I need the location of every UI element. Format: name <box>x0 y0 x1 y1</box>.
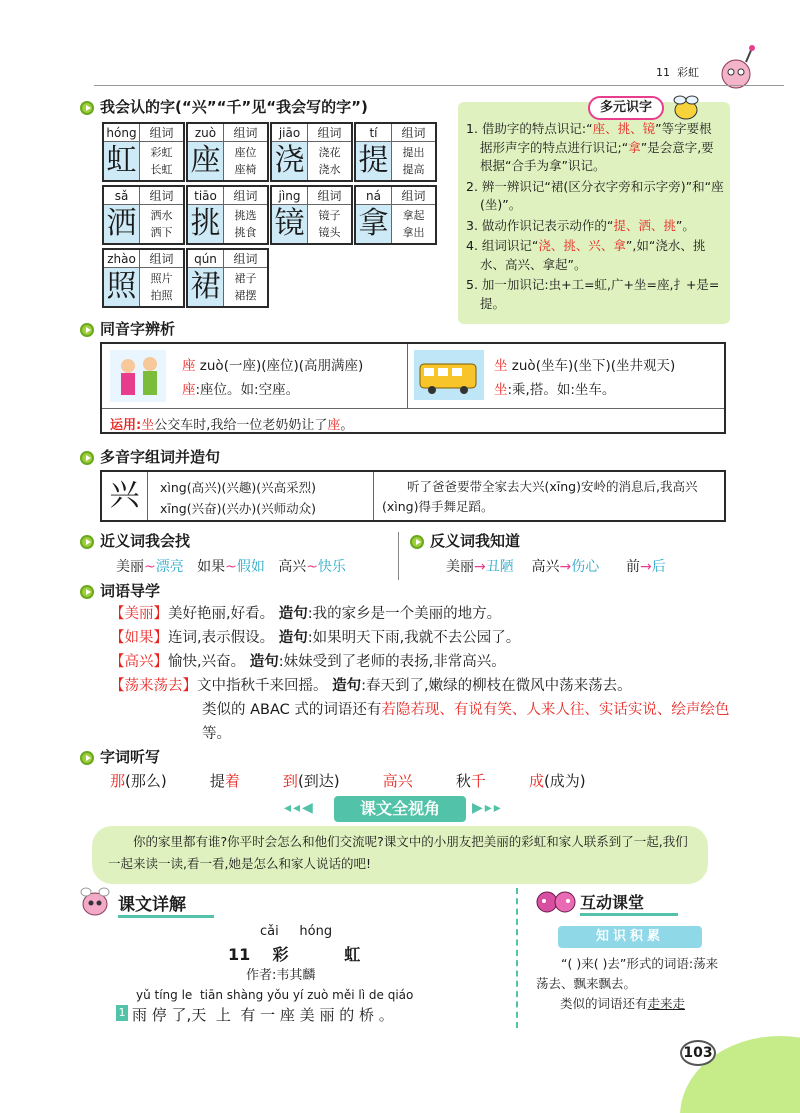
char-card <box>186 185 269 245</box>
polyphone-reading-1: xìng(高兴)(兴趣)(兴高采烈) <box>160 480 316 495</box>
card-pinyin: ná <box>356 187 392 205</box>
section-title-homophone: 同音字辨析 <box>80 318 175 339</box>
card-character: 拿 <box>356 205 392 243</box>
interactive-title: 互动课堂 <box>580 890 678 916</box>
card-words: 裙子 裙摆 <box>234 272 257 302</box>
paragraph-number: 1 <box>116 1005 128 1021</box>
card-character: 镜 <box>272 205 308 243</box>
banner-left-arrows-icon: ◂◂◀ <box>284 800 315 816</box>
homophone-left-line1: 座 zuò(一座)(座位)(高朋满座) <box>182 358 364 374</box>
card-pinyin: sǎ <box>104 187 140 205</box>
vocab-guide-entries <box>110 602 740 746</box>
card-words: 座位 座椅 <box>234 146 257 176</box>
tips-item: 5. 加一加识记:虫+工=虹,广+坐=座,扌+是=提。 <box>466 277 720 311</box>
bee-icon <box>76 884 114 918</box>
play-bullet-icon <box>80 585 94 599</box>
mascot-icon <box>716 44 756 90</box>
bee-icon <box>668 92 704 122</box>
card-pinyin: jìng <box>272 187 308 205</box>
card-pinyin: tí <box>356 124 392 142</box>
vocab-entry: 【如果】连词,表示假设。 造句:如果明天下雨,我就不去公园了。 <box>110 630 521 646</box>
polyphone-char: 兴 <box>102 472 148 520</box>
header-lesson: 11 彩虹 <box>656 66 699 79</box>
char-card <box>270 185 353 245</box>
play-bullet-icon <box>80 323 94 337</box>
card-character: 座 <box>188 142 224 180</box>
card-words: 浇花 浇水 <box>318 146 341 176</box>
card-zuci-label: 组词 <box>308 124 351 142</box>
vocab-abac-note: 类似的 ABAC 式的词语还有若隐若现、有说有笑、人来人往、实话实说、绘声绘色等。 <box>202 702 730 742</box>
vocab-entry: 【荡来荡去】文中指秋千来回摇。 造句:春天到了,嫩绿的柳枝在微风中荡来荡去。 <box>110 678 632 694</box>
banner-right-arrows-icon: ▶▸▸ <box>472 800 503 816</box>
card-character: 裙 <box>188 268 224 306</box>
vocab-entry: 【美丽】美好艳丽,好看。 造句:我的家乡是一个美丽的地方。 <box>110 606 502 622</box>
antonym-pairs: 美丽→丑陋 高兴→伤心 前→后 <box>446 559 666 575</box>
card-character: 洒 <box>104 205 140 243</box>
tips-panel <box>458 102 730 324</box>
synonym-pairs: 美丽~漂亮 如果~假如 高兴~快乐 <box>116 559 346 575</box>
vocab-entry: 【高兴】愉快,兴奋。 造句:妹妹受到了老师的表扬,非常高兴。 <box>110 654 506 670</box>
char-card <box>354 185 437 245</box>
homophone-right-line1: 坐 zuò(坐车)(坐下)(坐井观天) <box>494 358 676 374</box>
section-title-vocab-guide: 词语导学 <box>80 580 160 601</box>
card-words: 提出 提高 <box>402 146 425 176</box>
play-bullet-icon <box>80 101 94 115</box>
char-card <box>102 122 185 182</box>
column-divider <box>516 888 518 1028</box>
dictation-items: 那(那么) 提着 到(到达) 高兴 秋千 成(成为) <box>110 772 586 790</box>
card-words: 镜子 镜头 <box>318 209 341 239</box>
char-card <box>102 185 185 245</box>
card-pinyin: zhào <box>104 250 140 268</box>
card-zuci-label: 组词 <box>140 187 183 205</box>
card-character: 浇 <box>272 142 308 180</box>
card-zuci-label: 组词 <box>392 187 435 205</box>
homophone-usage: 运用:坐公交车时,我给一位老奶奶让了座。 <box>110 418 354 433</box>
lesson-title: 11 彩 虹 <box>228 945 361 964</box>
card-zuci-label: 组词 <box>224 187 267 205</box>
play-bullet-icon <box>80 451 94 465</box>
homophone-left-line2: 座:座位。如:空座。 <box>182 382 300 398</box>
play-bullet-icon <box>80 535 94 549</box>
char-card <box>186 248 269 308</box>
card-words: 挑选 挑食 <box>234 209 257 239</box>
bus-illustration-icon <box>414 350 484 400</box>
banner-full-view: 课文全视角 <box>334 796 466 822</box>
tips-item: 2. 辨一辨识记“裙(区分衣字旁和示字旁)”和“座(坐)”。 <box>466 178 724 212</box>
tips-item: 3. 做动作识记表示动作的“提、洒、挑”。 <box>466 217 695 233</box>
page-number: 103 <box>680 1040 716 1066</box>
card-zuci-label: 组词 <box>392 124 435 142</box>
card-zuci-label: 组词 <box>140 250 183 268</box>
tips-title: 多元识字 <box>588 96 664 120</box>
card-zuci-label: 组词 <box>224 250 267 268</box>
text-line: 雨 停 了,天 上 有 一 座 美 丽 的 桥 。 <box>132 1006 394 1024</box>
detail-title: 课文详解 <box>118 890 214 918</box>
card-words: 拿起 拿出 <box>402 209 425 239</box>
grandma-illustration-icon <box>108 348 168 404</box>
section-title-synonym: 近义词我会找 <box>80 530 190 551</box>
card-pinyin: jiāo <box>272 124 308 142</box>
header-rule <box>94 85 784 86</box>
tips-list <box>466 120 724 315</box>
card-pinyin: hóng <box>104 124 140 142</box>
card-pinyin: zuò <box>188 124 224 142</box>
author-line: 作者:韦其麟 <box>246 968 316 983</box>
card-words: 照片 拍照 <box>150 272 173 302</box>
section-title-recognize: 我会认的字(“兴”“千”见“我会写的字”) <box>80 96 368 117</box>
interactive-text-1: “( )来( )去”形式的词语:荡来荡去、飘来飘去。 <box>536 956 719 991</box>
text-pinyin-line: yǔ tíng le tiān shàng yǒu yí zuò měi lì de qiáo <box>136 988 414 1002</box>
intro-box: 你的家里都有谁?你平时会怎么和他们交流呢?课文中的小朋友把美丽的彩虹和家人联系到了一起,我们一起来读一读,看一看,她是怎么和家人说话的吧! <box>92 826 708 884</box>
homophone-right-line2: 坐:乘,搭。如:坐车。 <box>494 382 616 398</box>
tips-item: 4. 组词识记“浇、挑、兴、拿”,如“浇水、挑水、高兴、拿起”。 <box>466 238 706 272</box>
card-pinyin: qún <box>188 250 224 268</box>
section-title-polyphone: 多音字组词并造句 <box>80 446 220 467</box>
card-character: 照 <box>104 268 140 306</box>
twin-bee-icon <box>534 884 578 916</box>
card-zuci-label: 组词 <box>224 124 267 142</box>
play-bullet-icon <box>410 535 424 549</box>
card-character: 提 <box>356 142 392 180</box>
card-words: 彩虹 长虹 <box>150 146 173 176</box>
section-title-dictation: 字词听写 <box>80 746 160 767</box>
char-card <box>102 248 185 308</box>
card-zuci-label: 组词 <box>140 124 183 142</box>
char-card <box>186 122 269 182</box>
interactive-text-2: 类似的词语还有走来走 <box>560 996 686 1011</box>
card-words: 洒水 洒下 <box>150 209 173 239</box>
char-card <box>354 122 437 182</box>
section-divider <box>398 532 399 580</box>
homophone-box <box>100 342 726 434</box>
card-pinyin: tiāo <box>188 187 224 205</box>
play-bullet-icon <box>80 751 94 765</box>
card-zuci-label: 组词 <box>308 187 351 205</box>
polyphone-sentence: 听了爸爸要带全家去大兴(xīng)安岭的消息后,我高兴(xìng)得手舞足蹈。 <box>382 479 698 514</box>
polyphone-reading-2: xīng(兴奋)(兴办)(兴师动众) <box>160 501 316 516</box>
tips-item: 1. 借助字的特点识记:“座、挑、镜”等字要根据形声字的特点进行识记;“拿”是会意字,要根据“合手为拿”识记。 <box>466 121 714 173</box>
char-card <box>270 122 353 182</box>
card-character: 挑 <box>188 205 224 243</box>
title-pinyin: cǎi hóng <box>260 924 333 939</box>
polyphone-box <box>100 470 726 522</box>
section-title-antonym: 反义词我知道 <box>410 530 520 551</box>
knowledge-tag: 知识积累 <box>558 926 702 948</box>
card-character: 虹 <box>104 142 140 180</box>
